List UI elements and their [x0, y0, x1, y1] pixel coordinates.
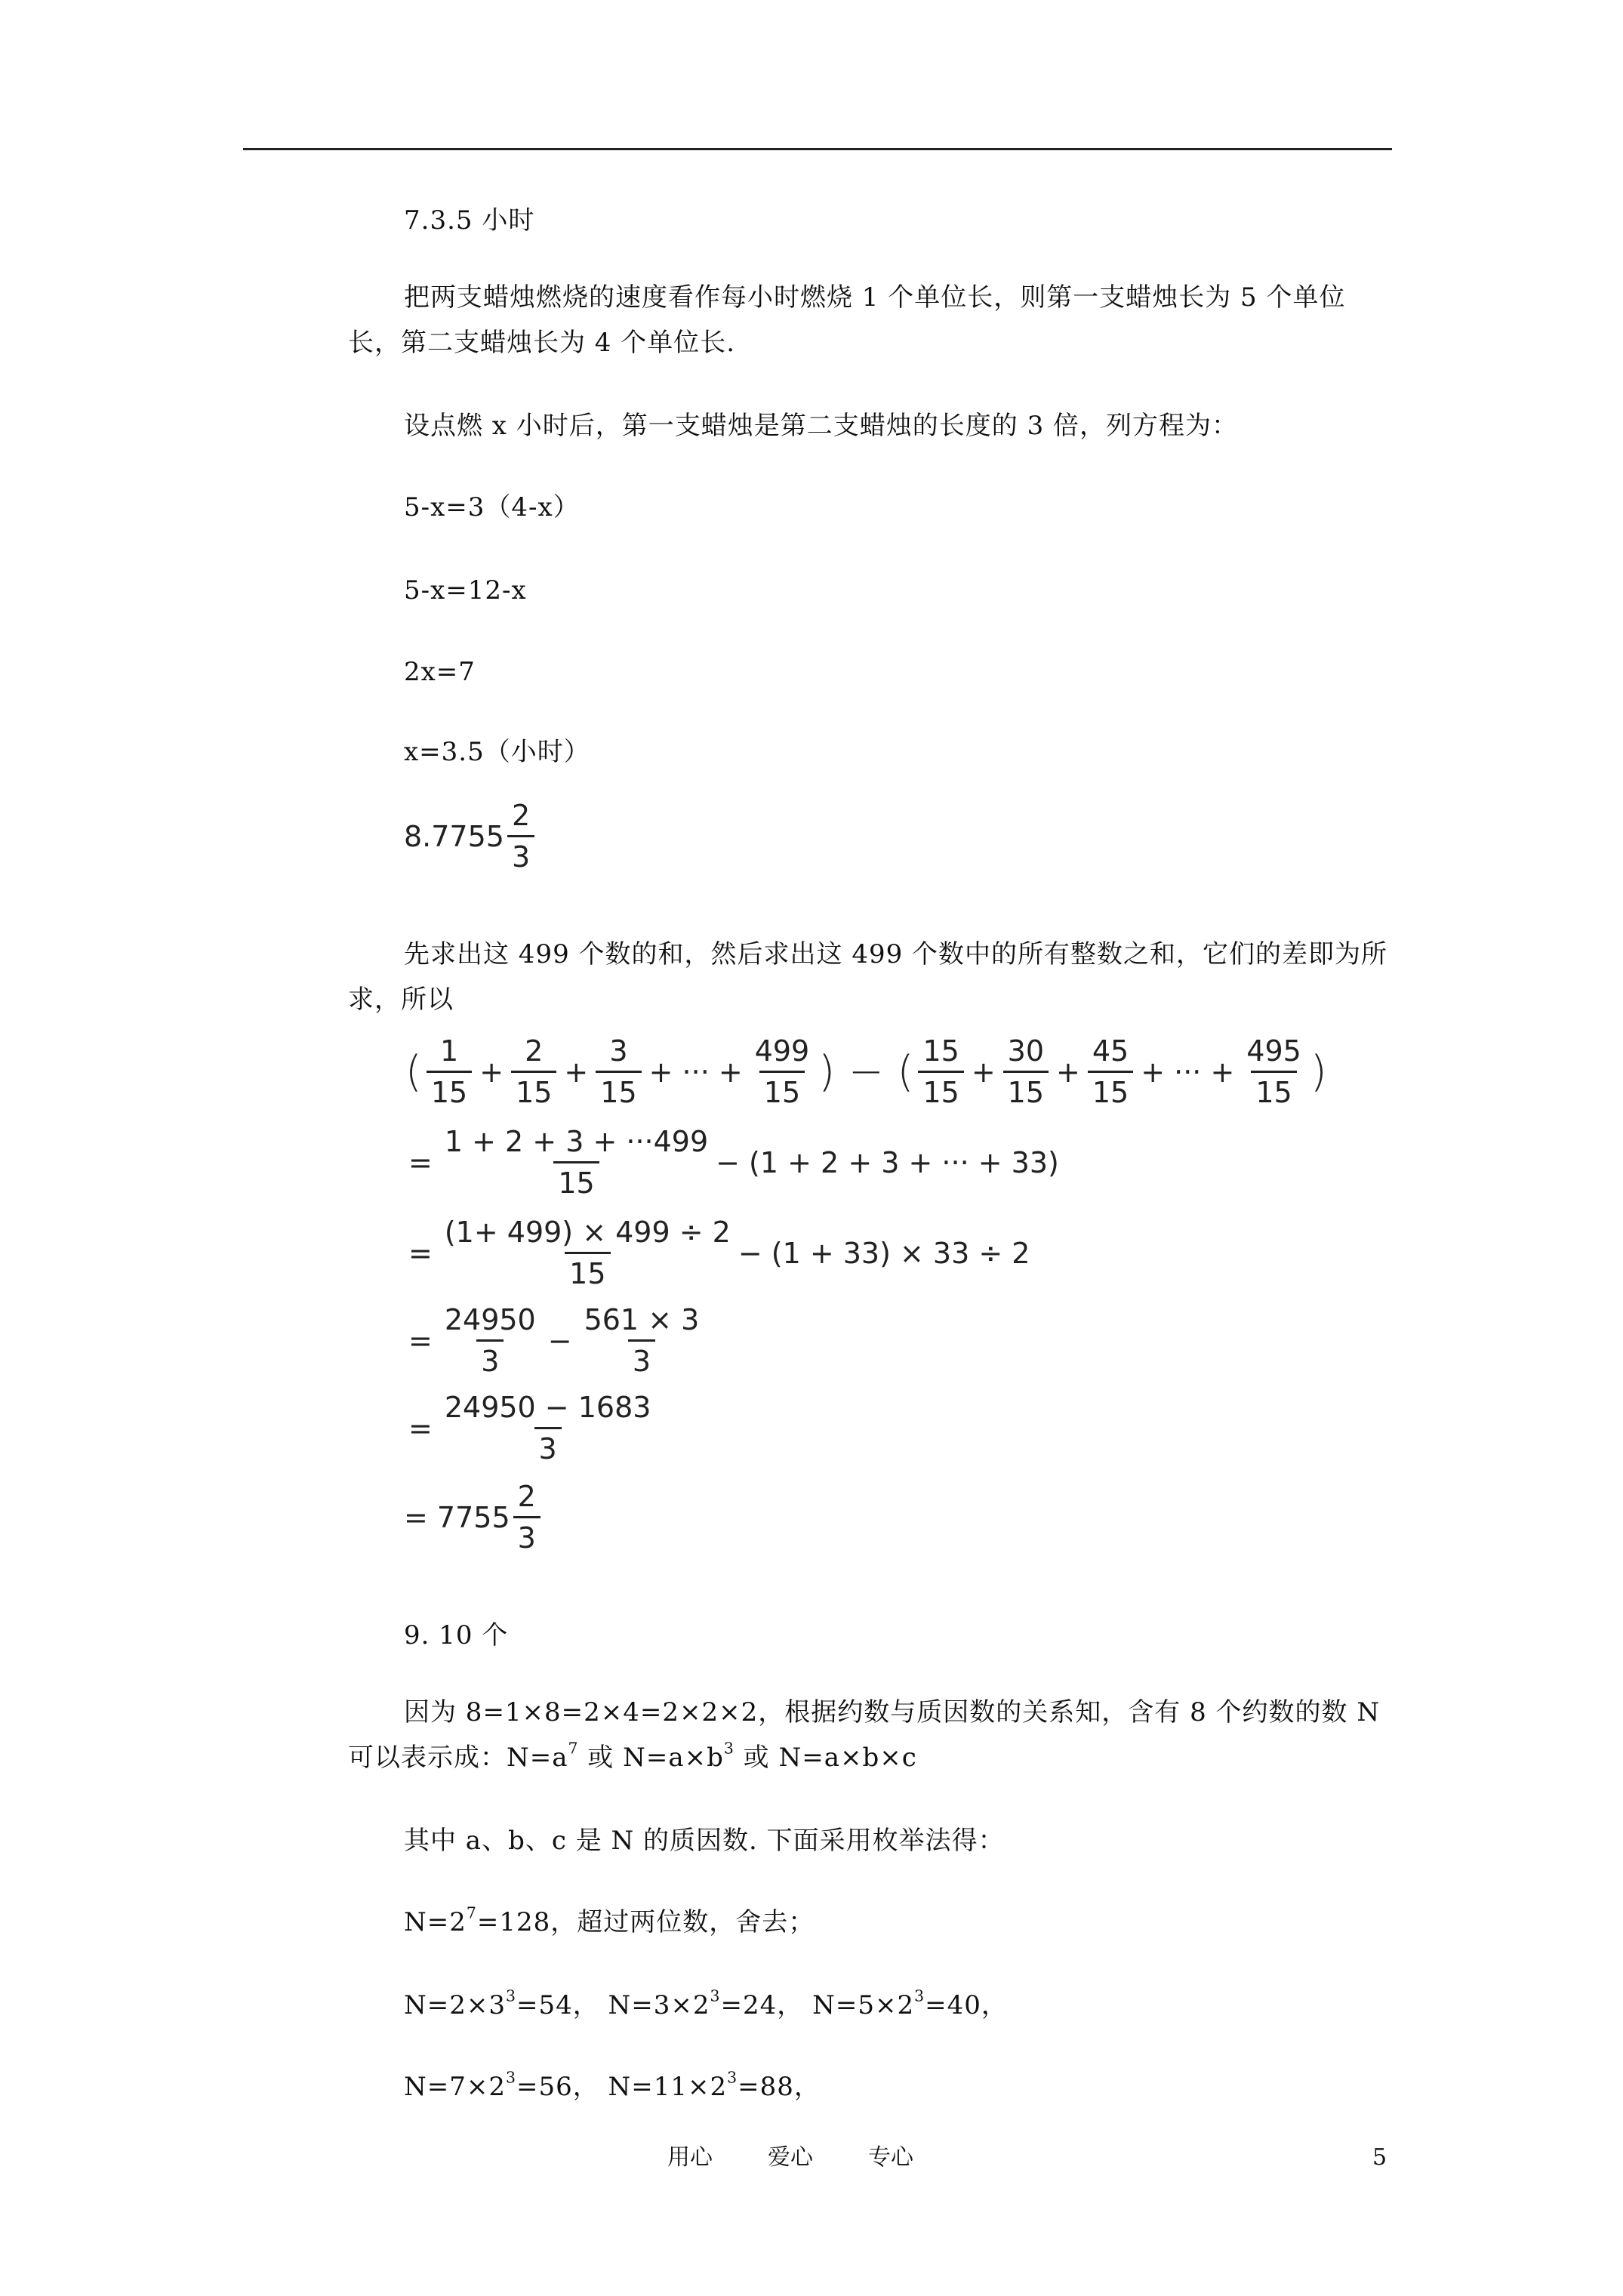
math-row-5: = $\frac{24950 - 1683}{3}$ — [404, 1391, 658, 1465]
enumeration-line: $N=2\times 3^3=54$， $N=3\times 2^3=24$， $N=5\times 2^3=40$， — [404, 1986, 1008, 2020]
answer-8-title-integer: 8.7755 — [404, 819, 504, 853]
equation-line: 5-x=3（4-x） — [404, 492, 580, 522]
footer-motto-1: 用心 — [667, 2144, 713, 2171]
fraction: $\frac{495}{15}$ — [1246, 1034, 1301, 1109]
fraction: $\frac{3}{15}$ — [596, 1034, 641, 1109]
fraction: $\frac{499}{15}$ — [754, 1034, 810, 1109]
math-row-2: = $\frac{1 + 2 + 3 + \cdot\cdot\cdot 499}{15}$ − (1 + 2 + 3 + ··· + 33) — [408, 1125, 1059, 1200]
fraction: $\frac{45}{15}$ — [1088, 1034, 1133, 1109]
fraction: $\frac{24950 - 1683}{3}$ — [444, 1391, 651, 1465]
answer-7-paragraph-2: 设点燃 x 小时后，第一支蜡烛是第二支蜡烛的长度的 3 倍，列方程为： — [404, 411, 1239, 441]
math-row-4: = $\frac{24950}{3}$ − $\frac{561 \times 3}{3}$ — [404, 1303, 707, 1378]
fraction: $\frac{30}{15}$ — [1003, 1034, 1049, 1109]
equation-line: x=3.5（小时） — [404, 737, 590, 767]
equation-line: 2x=7 — [404, 657, 476, 687]
fraction: $\frac{15}{15}$ — [918, 1034, 963, 1109]
fraction: $\frac{2}{15}$ — [511, 1034, 556, 1109]
math-row-1: ( $\frac{1}{15}$ + $\frac{2}{15}$ + $\frac{3}{15}$ + ··· + $\frac{499}{15}$ ) − ( $\frac{15}{15}$ + $\frac{30}{15}$ + $\frac{45}{15}$ + ··· + $\frac{495}{15}$ ) — [405, 1034, 1327, 1109]
page-number: 5 — [1372, 2144, 1387, 2171]
math-row-6: = 7755 $\frac{2}{3}$ — [404, 1480, 544, 1555]
fraction: $\frac{24950}{3}$ — [444, 1303, 536, 1378]
equation-line: 5-x=12-x — [404, 575, 527, 606]
answer-7-title: 7.3.5 小时 — [404, 205, 535, 236]
footer-motto-3: 专心 — [868, 2144, 913, 2171]
fraction: $\frac{1}{15}$ — [427, 1034, 472, 1109]
header-rule — [243, 148, 1392, 150]
fraction: $\frac{1 + 2 + 3 + \cdot\cdot\cdot 499}{15}$ — [444, 1125, 709, 1200]
math-row-3: = $\frac{(1+ 499) \times 499 \div 2}{15}$ − (1 + 33) × 33 ÷ 2 — [408, 1216, 1030, 1290]
answer-9-title: 9. 10 个 — [404, 1620, 509, 1650]
fraction: $\frac{2}{3}$ — [513, 1480, 540, 1555]
answer-7-paragraph-1: 把两支蜡烛燃烧的速度看作每小时燃烧 1 个单位长，则第一支蜡烛长为 5 个单位长，第二支蜡烛长为 4 个单位长. — [348, 282, 1346, 358]
fraction: $\frac{561 \times 3}{3}$ — [584, 1303, 700, 1378]
fraction: $\frac{2}{3}$ — [507, 799, 534, 874]
enumeration-line: $N=2^7=128$，超过两位数，舍去； — [404, 1903, 815, 1937]
answer-8-paragraph-1: 先求出这 499 个数的和，然后求出这 499 个数中的所有整数之和，它们的差即为所求，所以 — [348, 939, 1388, 1015]
fraction: $\frac{(1+ 499) \times 499 \div 2}{15}$ — [444, 1216, 731, 1290]
answer-9-paragraph-2: 其中 a、b、c 是 N 的质因数. 下面采用枚举法得： — [404, 1826, 1005, 1856]
answer-8-title — [404, 799, 537, 874]
answer-9-paragraph-1: 因为 8=1×8=2×4=2×2×2，根据约数与质因数的关系知，含有 8 个约数的数 N 可以表示成：$N=a^7$ 或 $N=a\times b^3$ 或 N=a×b×c — [348, 1697, 1381, 1773]
enumeration-line: $N=7\times 2^3=56$， $N=11\times 2^3=88$， — [404, 2068, 821, 2102]
footer-motto-2: 爱心 — [768, 2144, 813, 2171]
